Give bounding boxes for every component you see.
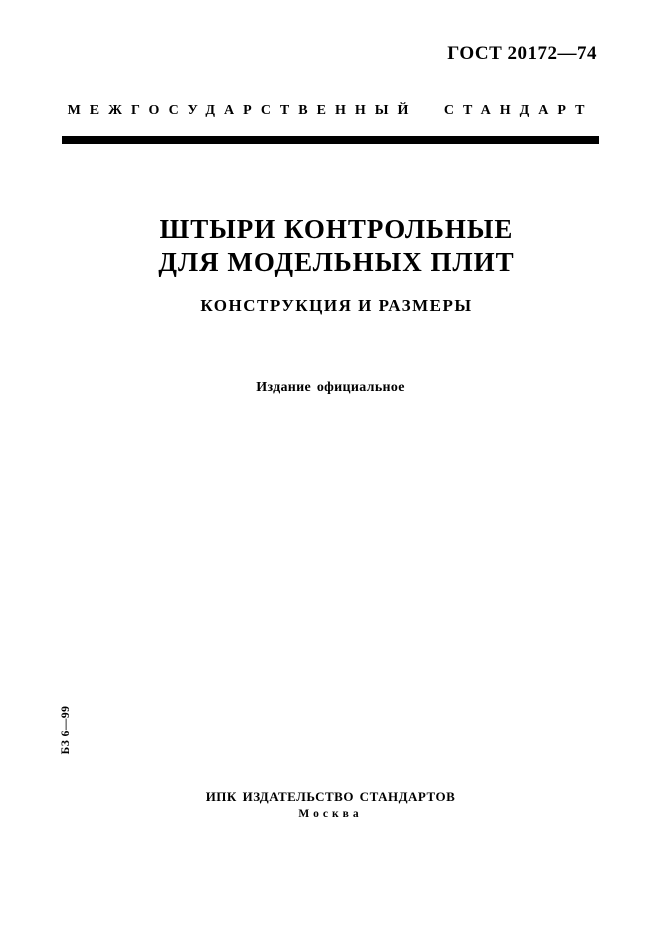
header-divider-rule (62, 136, 599, 144)
doc-number: ГОСТ 20172—74 (447, 43, 597, 64)
document-subtitle: КОНСТРУКЦИЯ И РАЗМЕРЫ (200, 296, 473, 315)
title-line-2: ДЛЯ МОДЕЛЬНЫХ ПЛИТ (158, 247, 515, 277)
document-title (68, 213, 605, 279)
publisher-name: ИПК ИЗДАТЕЛЬСТВО СТАНДАРТОВ (205, 789, 456, 804)
title-line-1: ШТЫРИ КОНТРОЛЬНЫЕ (159, 214, 514, 244)
edition-note: Издание официальное (256, 380, 405, 395)
standard-type-heading: МЕЖГОСУДАРСТВЕННЫЙ СТАНДАРТ (67, 103, 594, 118)
side-code-rotated: БЗ 6—99 (60, 705, 72, 755)
publisher-city: Москва (298, 808, 363, 820)
